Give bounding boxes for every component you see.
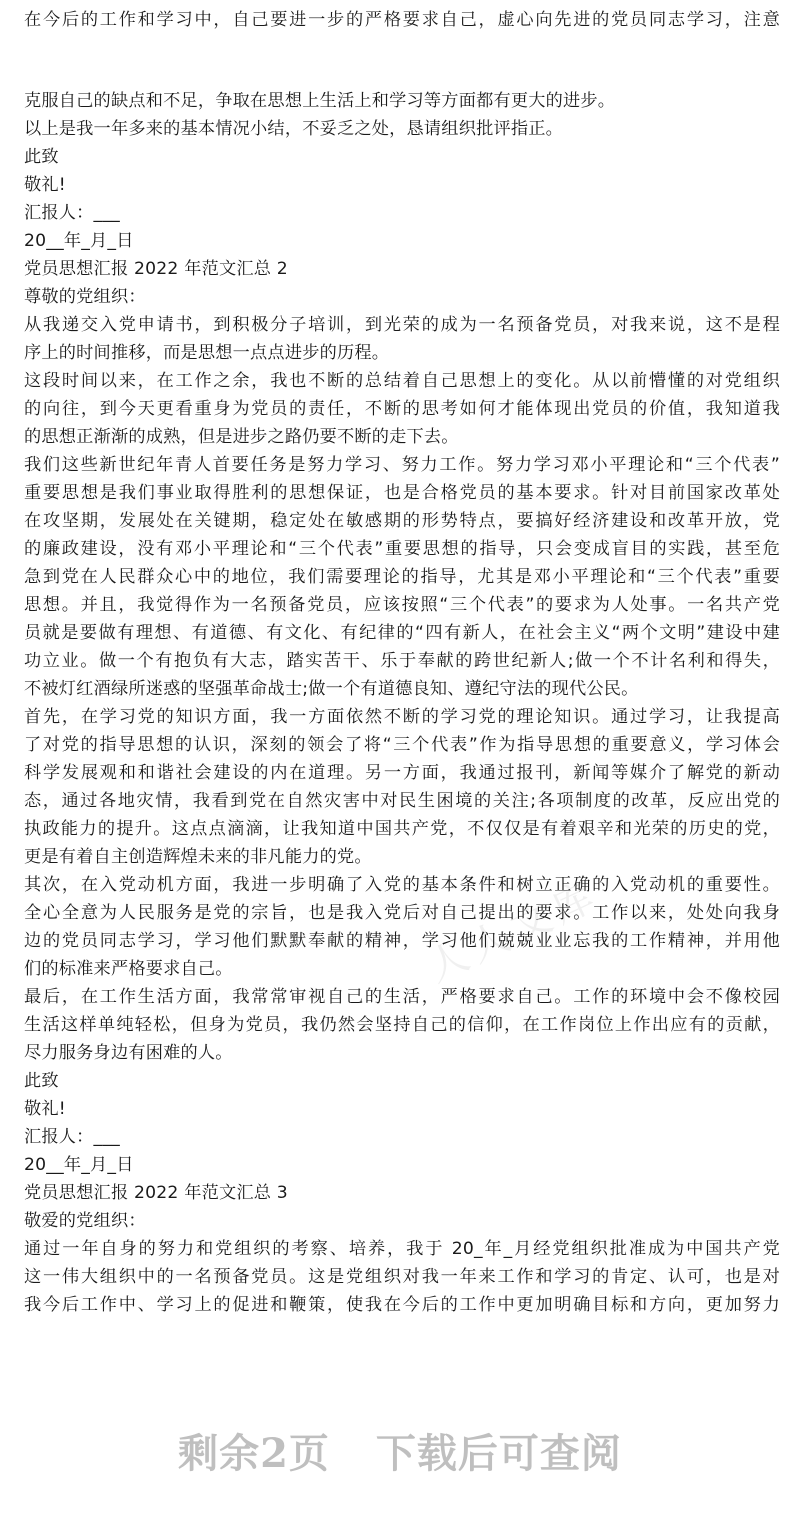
text-line: 边的党员同志学习，学习他们默默奉献的精神，学习他们兢兢业业忘我的工作精神，并用他 [24, 931, 780, 951]
text-line: 科学发展观和和谐社会建设的内在道理。另一方面，我通过报刊，新闻等媒介了解党的新动 [24, 763, 780, 783]
text-line: 党员思想汇报 2022 年范文汇总 2 [24, 259, 288, 279]
text-line: 党员思想汇报 2022 年范文汇总 3 [24, 1183, 288, 1203]
text-line: 其次，在入党动机方面，我进一步明确了入党的基本条件和树立正确的入党动机的重要性。 [24, 875, 780, 895]
text-line: 了对党的指导思想的认识，深刻的领会了将“三个代表”作为指导思想的重要意义，学习体会 [24, 735, 780, 755]
text-line: 急到党在人民群众心中的地位，我们需要理论的指导，尤其是邓小平理论和“三个代表”重要 [24, 567, 780, 587]
text-line: 汇报人：___ [24, 203, 120, 223]
text-line: 这段时间以来，在工作之余，我也不断的总结着自己思想上的变化。从以前懵懂的对党组织 [24, 371, 780, 391]
text-line: 们的标准来严格要求自己。 [24, 959, 233, 979]
text-line: 功立业。做一个有抱负有大志，踏实苦干、乐于奉献的跨世纪新人;做一个不计名利和得失， [24, 651, 780, 671]
text-line: 重要思想是我们事业取得胜利的思想保证，也是合格党员的基本要求。针对目前国家改革处 [24, 483, 780, 503]
text-line: 敬礼! [24, 175, 66, 195]
text-line: 生活这样单纯轻松，但身为党员，我仍然会坚持自己的信仰，在工作岗位上作出应有的贡献， [24, 1015, 780, 1035]
cut-off-top-line [24, 0, 364, 2]
text-line: 不被灯红酒绿所迷惑的坚强革命战士;做一个有道德良知、遵纪守法的现代公民。 [24, 679, 639, 699]
text-line: 我今后工作中、学习上的促进和鞭策，使我在今后的工作中更加明确目标和方向，更加努力 [24, 1295, 780, 1315]
download-prompt[interactable] [0, 1410, 800, 1490]
text-line: 我们这些新世纪年青人首要任务是努力学习、努力工作。努力学习邓小平理论和“三个代表” [24, 455, 780, 475]
text-line: 敬礼! [24, 1099, 66, 1119]
remaining-pages-label[interactable]: 剩余2页 [178, 1429, 330, 1477]
text-line: 这一伟大组织中的一名预备党员。这是党组织对我一年来工作和学习的肯定、认可，也是对 [24, 1267, 780, 1287]
text-line: 最后，在工作生活方面，我常常审视自己的生活，严格要求自己。工作的环境中会不像校园 [24, 987, 780, 1007]
text-line: 全心全意为人民服务是党的宗旨，也是我入党后对自己提出的要求。工作以来，处处向我身 [24, 903, 780, 923]
text-line: 首先，在学习党的知识方面，我一方面依然不断的学习党的理论知识。通过学习，让我提高 [24, 707, 780, 727]
text-line: 克服自己的缺点和不足，争取在思想上生活上和学习等方面都有更大的进步。 [24, 91, 616, 111]
text-line: 员就是要做有理想、有道德、有文化、有纪律的“四有新人，在社会主义“两个文明”建设中建 [24, 623, 780, 643]
text-line: 的廉政建设，没有邓小平理论和“三个代表”重要思想的指导，只会变成盲目的实践，甚至危 [24, 539, 780, 559]
watermark: 人人文库 [420, 871, 607, 992]
text-block-top [24, 6, 780, 34]
text-line: 的向往，到今天更看重身为党员的责任，不断的思考如何才能体现出党员的价值，我知道我 [24, 399, 780, 419]
text-line: 思想。并且，我觉得作为一名预备党员，应该按照“三个代表”的要求为人处事。一名共产党 [24, 595, 780, 615]
text-line: 态，通过各地灾情，我看到党在自然灾害中对民生困境的关注;各项制度的改革，反应出党的 [24, 791, 780, 811]
text-block-body [24, 87, 780, 1319]
text-line: 序上的时间推移，而是思想一点点进步的历程。 [24, 343, 390, 363]
text-line: 20__年_月_日 [24, 1155, 134, 1175]
text-line: 在今后的工作和学习中，自己要进一步的严格要求自己，虚心向先进的党员同志学习，注意 [24, 10, 780, 30]
text-line: 此致 [24, 1071, 59, 1091]
text-line: 通过一年自身的努力和党组织的考察、培养，我于 20_年_月经党组织批准成为中国共产党 [24, 1239, 780, 1259]
text-line: 尊敬的党组织： [24, 287, 146, 307]
text-line: 执政能力的提升。这点点滴滴，让我知道中国共产党，不仅仅是有着艰辛和光荣的历史的党， [24, 819, 780, 839]
text-line: 尽力服务身边有困难的人。 [24, 1043, 233, 1063]
text-line: 在攻坚期，发展处在关键期，稳定处在敏感期的形势特点，要搞好经济建设和改革开放，党 [24, 511, 780, 531]
text-line: 20__年_月_日 [24, 231, 134, 251]
text-line: 汇报人：___ [24, 1127, 120, 1147]
text-line: 的思想正渐渐的成熟，但是进步之路仍要不断的走下去。 [24, 427, 459, 447]
download-to-view-label[interactable]: 下载后可查阅 [375, 1429, 622, 1477]
text-line: 更是有着自主创造辉煌未来的非凡能力的党。 [24, 847, 372, 867]
text-line: 此致 [24, 147, 59, 167]
text-line: 以上是我一年多来的基本情况小结，不妥乏之处，恳请组织批评指正。 [24, 119, 564, 139]
text-line: 从我递交入党申请书，到积极分子培训，到光荣的成为一名预备党员，对我来说，这不是程 [24, 315, 780, 335]
text-line: 敬爱的党组织： [24, 1211, 146, 1231]
